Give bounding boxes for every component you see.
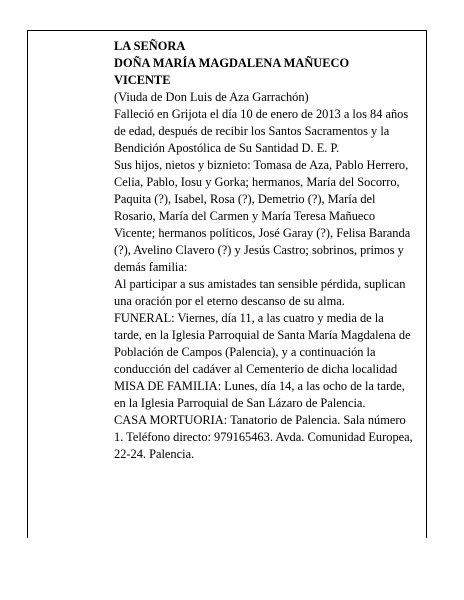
widow-note: (Viuda de Don Luis de Aza Garrachón) [114, 90, 309, 104]
heading-title: LA SEÑORA [114, 39, 186, 53]
request-paragraph: Al participar a sus amistades tan sensible pérdida, suplican una oración por el eterno descanso de su alma. [114, 277, 406, 308]
family-paragraph: Sus hijos, nietos y biznieto: Tomasa de Aza, Pablo Herrero, Celia, Pablo, Iosu y Gorka; hermanos, María del Socorro, Paquita (?), Isabel, Rosa (?), Demetrio (?), María del Rosario, María del Carmen y María Teresa Mañueco Vicente; hermanos políticos, José Garay (?), Felisa Baranda (?), Avelino Clavero (?) y Jesús Castro; sobrinos, primos y demás familia: [114, 158, 411, 274]
heading-name: DOÑA MARÍA MAGDALENA MAÑUECO [114, 56, 350, 70]
mortuary-paragraph: CASA MORTUORIA: Tanatorio de Palencia. Sala número 1. Teléfono directo: 979165463. Avda. Comunidad Europea, 22-24. Palencia. [114, 413, 413, 461]
obituary-notice [114, 38, 414, 463]
heading-surname: VICENTE [114, 73, 171, 87]
family-mass-paragraph: MISA DE FAMILIA: Lunes, día 14, a las ocho de la tarde, en la Iglesia Parroquial de San Lázaro de Palencia. [114, 379, 405, 410]
death-paragraph: Falleció en Grijota el día 10 de enero de 2013 a los 84 años de edad, después de recibir los Santos Sacramentos y la Bendición Apostólica de Su Santidad D. E. P. [114, 107, 409, 155]
funeral-paragraph: FUNERAL: Viernes, día 11, a las cuatro y media de la tarde, en la Iglesia Parroquial de Santa María Magdalena de Población de Campos (Palencia), y a continuación la conducción del cadáver al Cementerio de dicha localidad [114, 311, 411, 376]
